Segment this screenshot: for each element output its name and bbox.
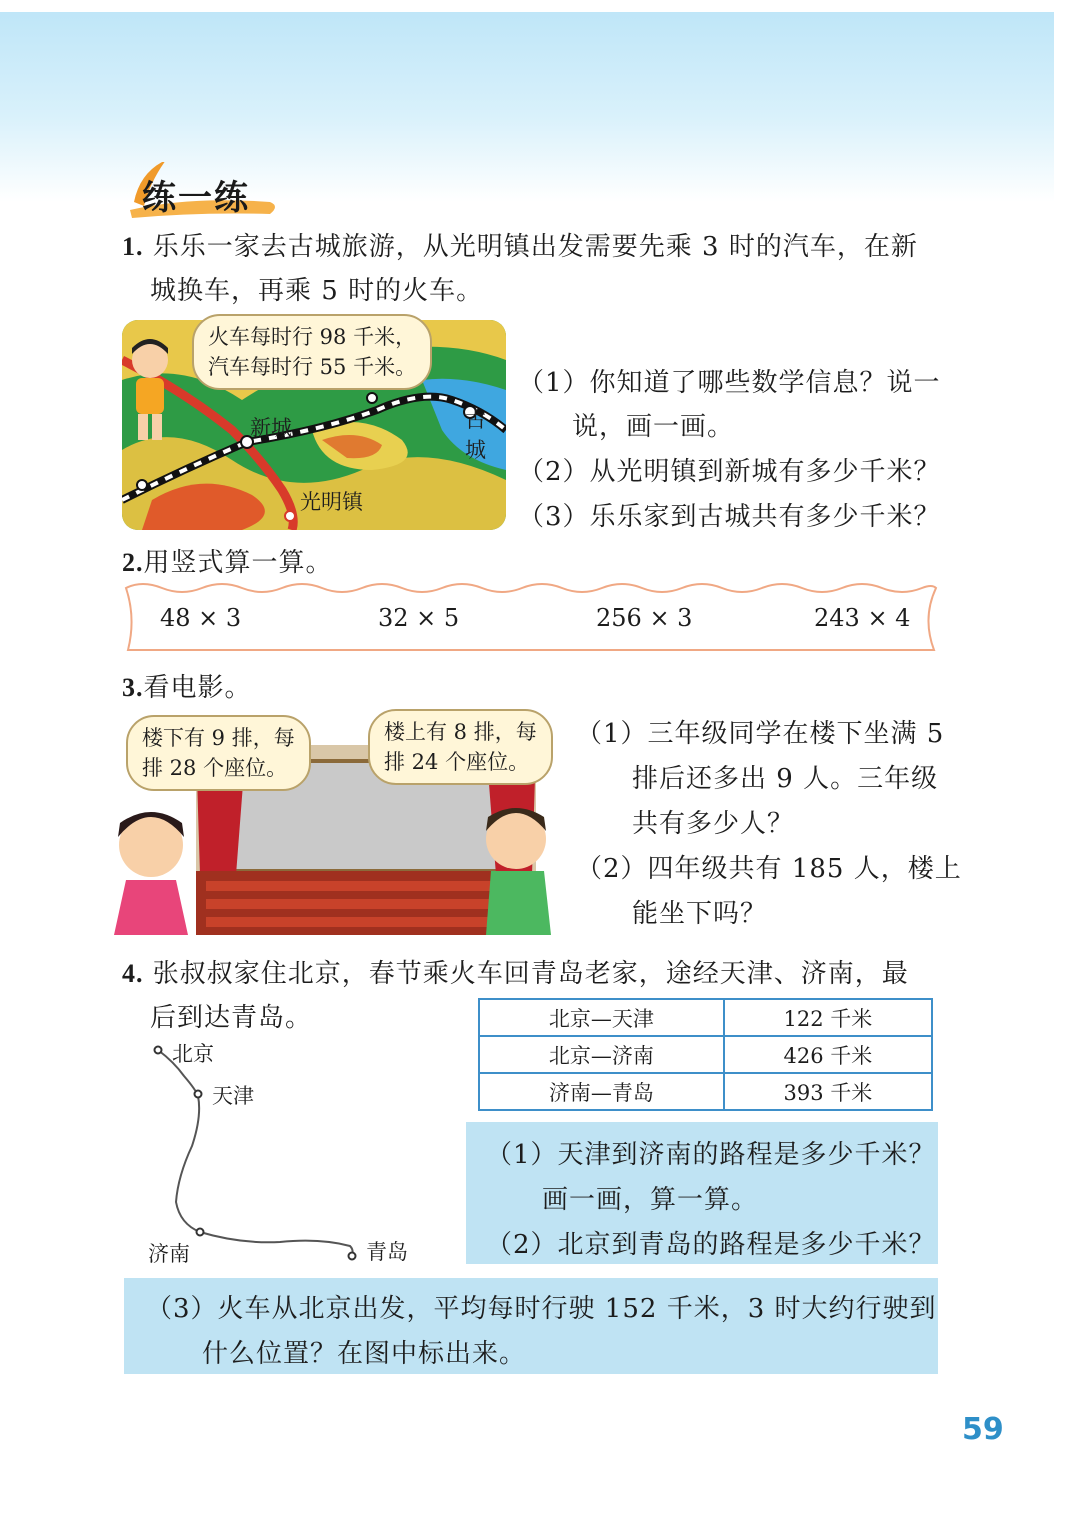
q3-text: 看电影。 — [143, 673, 252, 703]
q2-expr-1: 48 × 3 — [160, 604, 242, 632]
route-label-beijing: 北京 — [172, 1042, 214, 1066]
q4-sub3-line2: 什么位置？在图中标出来。 — [202, 1339, 527, 1369]
q1-sub3: （3）乐乐家到古城共有多少千米？ — [518, 502, 941, 532]
q4-sub1-line2: 画一画，算一算。 — [542, 1185, 759, 1215]
q2-expr-3: 256 × 3 — [596, 604, 693, 632]
q3-bubble-right-line1: 楼上有 8 排，每 — [384, 720, 537, 744]
map-label-gucheng: 古城 — [465, 408, 486, 462]
q4-text-line1: 张叔叔家住北京，春节乘火车回青岛老家，途经天津、济南，最 — [152, 959, 909, 989]
page-number: 59 — [962, 1412, 1004, 1447]
q3-bubble-right — [368, 709, 553, 785]
q1-bubble-line1: 火车每时行 98 千米， — [208, 325, 417, 349]
q4-text-line2: 后到达青岛。 — [150, 1003, 313, 1033]
q4-distance-table — [478, 998, 933, 1111]
q3-sub1-line3: 共有多少人？ — [632, 809, 795, 839]
q1-sub1-line1: （1）你知道了哪些数学信息？说一 — [518, 368, 941, 398]
section-title-label: 练一练 — [142, 178, 250, 218]
section-title — [120, 162, 290, 222]
q3-line — [122, 667, 252, 704]
q3-bubble-left-line2: 排 28 个座位。 — [142, 756, 288, 780]
map-label-guangmingzhen: 光明镇 — [300, 490, 363, 514]
table-row — [479, 1036, 932, 1073]
q1-text-line1: 乐乐一家去古城旅游，从光明镇出发需要先乘 3 时的汽车，在新 — [152, 232, 918, 262]
route-label-tianjin: 天津 — [212, 1084, 254, 1108]
table-row — [479, 999, 932, 1036]
q2-expr-4: 243 × 4 — [814, 604, 911, 632]
q3-sub1-line2: 排后还多出 9 人。三年级 — [632, 764, 939, 794]
table-cell-route: 济南—青岛 — [479, 1073, 724, 1110]
q4-route-map — [140, 1036, 440, 1276]
route-label-jinan: 济南 — [148, 1242, 190, 1266]
q2-number: 2. — [122, 548, 144, 577]
q1-line1 — [122, 226, 918, 263]
q3-number: 3. — [122, 673, 144, 702]
q4-sub2: （2）北京到青岛的路程是多少千米？ — [486, 1230, 936, 1260]
q4-sub1-line1: （1）天津到济南的路程是多少千米？ — [486, 1140, 936, 1170]
q2-line — [122, 542, 333, 579]
table-cell-route: 北京—天津 — [479, 999, 724, 1036]
q3-sub1-line1: （1）三年级同学在楼下坐满 5 — [576, 719, 945, 749]
q3-bubble-right-line2: 排 24 个座位。 — [384, 750, 530, 774]
q1-speech-bubble — [192, 314, 432, 390]
q1-number: 1. — [122, 232, 144, 261]
table-cell-route: 北京—济南 — [479, 1036, 724, 1073]
table-row — [479, 1073, 932, 1110]
q4-line1 — [122, 953, 909, 990]
route-label-qingdao: 青岛 — [366, 1240, 408, 1264]
q3-bubble-left — [126, 715, 311, 791]
table-cell-distance: 393 千米 — [724, 1073, 932, 1110]
q2-text: 用竖式算一算。 — [143, 548, 333, 578]
q1-sub1-line2: 说，画一画。 — [572, 412, 735, 442]
q3-bubble-left-line1: 楼下有 9 排，每 — [142, 726, 295, 750]
map-label-xincheng: 新城 — [250, 416, 292, 440]
q1-map-illustration — [122, 320, 506, 530]
q4-sub3-line1: （3）火车从北京出发，平均每时行驶 152 千米，3 时大约行驶到 — [146, 1294, 937, 1324]
table-cell-distance: 122 千米 — [724, 999, 932, 1036]
q1-sub2: （2）从光明镇到新城有多少千米？ — [518, 457, 941, 487]
q3-sub2-line2: 能坐下吗？ — [632, 899, 768, 929]
q2-expr-2: 32 × 5 — [378, 604, 460, 632]
q3-cinema-illustration — [96, 705, 570, 945]
q1-bubble-line2: 汽车每时行 55 千米。 — [208, 355, 417, 379]
q1-text-line2: 城换车，再乘 5 时的火车。 — [150, 276, 484, 306]
q3-sub2-line1: （2）四年级共有 185 人，楼上 — [576, 854, 962, 884]
table-cell-distance: 426 千米 — [724, 1036, 932, 1073]
q4-number: 4. — [122, 959, 144, 988]
